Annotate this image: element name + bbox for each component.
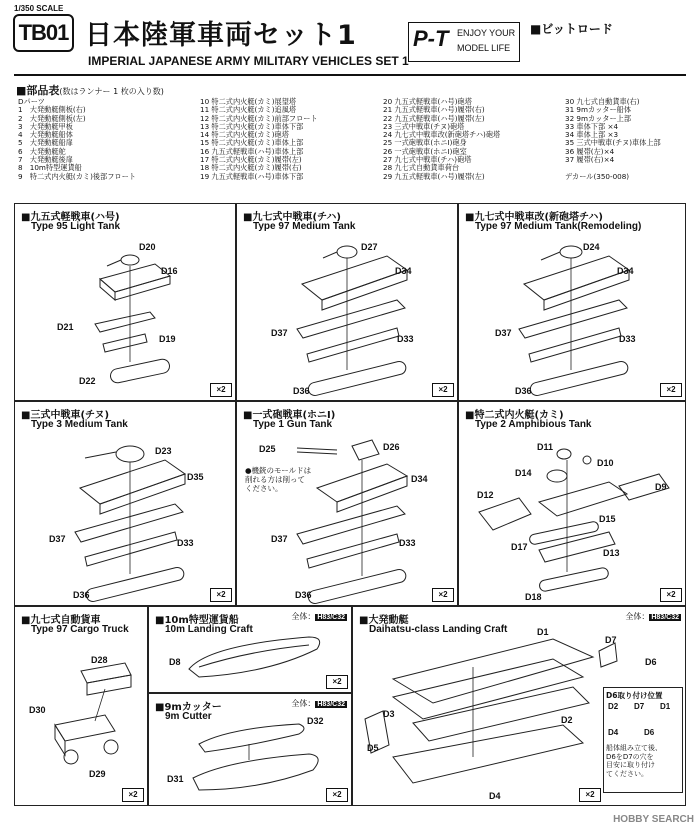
panel-type2-amphibious [458, 401, 686, 606]
panel-title: ■三式中戦車(チヌ) [21, 410, 110, 421]
d6-position-inset [603, 687, 683, 793]
label-d21: D21 [57, 322, 74, 332]
scale-label: 1/350 SCALE [14, 4, 64, 13]
label-d10: D10 [597, 458, 614, 468]
panel-subtitle: Type 97 Medium Tank [253, 221, 356, 232]
label-d37: D37 [495, 328, 512, 338]
label-d18: D18 [525, 592, 542, 602]
parts-column-2 [200, 98, 318, 181]
label-d11: D11 [537, 442, 554, 452]
label-d35: D35 [187, 472, 204, 482]
label-d33: D33 [397, 334, 414, 344]
parts-entry: デカール(350-008) [565, 171, 630, 181]
parts-entry: 37 履帯(右)×4 [565, 155, 615, 165]
qty-badge: ×2 [210, 383, 232, 397]
panel-title: ■九七式自動貨車 [21, 615, 101, 626]
qty-badge: ×2 [326, 675, 348, 689]
panel-type3 [14, 401, 236, 606]
panel-subtitle: Type 2 Amphibious Tank [475, 419, 592, 430]
parts-entry: 12 特二式内火艇(カミ)前部フロート [200, 113, 318, 123]
parts-entry: Dパーツ [18, 97, 45, 106]
label-d7: D7 [605, 635, 617, 645]
full-label: 全体： [625, 612, 650, 621]
color-tag: H83/C32 [317, 701, 345, 708]
runner-label: ■ビットロード [530, 22, 613, 36]
panel-subtitle: 9m Cutter [165, 711, 212, 722]
panel-title: ■九七式中戦車改(新砲塔チハ) [465, 212, 603, 223]
panel-title: ■九五式軽戦車(ハ号) [21, 212, 120, 223]
label-d2: D2 [561, 715, 573, 725]
label-d5: D5 [367, 743, 379, 753]
label-d33: D33 [177, 538, 194, 548]
inset-label-d4: D4 [608, 728, 619, 737]
type97r-exploded-diagram [459, 204, 687, 402]
label-d20: D20 [139, 242, 156, 252]
parts-entry: 16 九五式軽戦車(ハ号)車体上部 [200, 146, 304, 156]
parts-column-1 [18, 98, 136, 181]
parts-entry: 23 三式中戦車(チヌ)砲塔 [383, 121, 465, 131]
panel-cargo-truck [14, 606, 148, 806]
parts-column-3 [383, 98, 500, 181]
panel-title: ■大発動艇 [359, 615, 409, 626]
label-d36: D36 [73, 590, 90, 600]
inset-title: D6取り付け位置 [606, 691, 663, 700]
cutter-diagram [149, 694, 353, 807]
parts-entry: 5 大発動艇船扉 [18, 138, 73, 148]
parts-entry: 30 九七式自動貨車(右) [565, 97, 640, 106]
logo-mark: P-T [413, 26, 449, 51]
label-d36: D36 [295, 590, 312, 600]
label-d15: D15 [599, 514, 616, 524]
panel-subtitle: Type 3 Medium Tank [31, 419, 128, 430]
parts-heading [16, 82, 164, 98]
label-d3: D3 [383, 709, 395, 719]
parts-entry: 27 九七式中戦車(チハ)砲塔 [383, 155, 472, 165]
inset-label-d7: D7 [634, 702, 645, 711]
type2-exploded-diagram [459, 402, 687, 607]
panel-title: ■10m特型運貨船 [155, 615, 239, 626]
parts-column-4 [565, 98, 661, 181]
type1-exploded-diagram [237, 402, 459, 607]
label-d19: D19 [159, 334, 176, 344]
label-d13: D13 [603, 548, 620, 558]
inset-label-d6: D6 [644, 728, 655, 737]
product-code: TB01 [13, 14, 74, 52]
qty-badge: ×2 [579, 788, 601, 802]
type3-exploded-diagram [15, 402, 237, 607]
label-d26: D26 [383, 442, 400, 452]
panel-title: ■特二式内火艇(カミ) [465, 410, 564, 421]
qty-badge: ×2 [326, 788, 348, 802]
panel-subtitle: Type 95 Light Tank [31, 221, 121, 232]
label-d34: D34 [395, 266, 412, 276]
full-label: 全体： [291, 612, 316, 621]
parts-entry: 36 履帯(左)×4 [565, 146, 615, 156]
watermark: HOBBY SEARCH [613, 814, 694, 825]
label-d28: D28 [91, 655, 108, 665]
parts-entry: 29 九五式軽戦車(ハ号)履帯(左) [383, 171, 485, 181]
logo-tagline-1: ENJOY YOUR [457, 28, 516, 38]
label-d37: D37 [49, 534, 66, 544]
parts-entry: 22 九五式軽戦車(ハ号)履帯(左) [383, 113, 485, 123]
panel-type95 [14, 203, 236, 401]
parts-entry: 6 大発動艇舵 [18, 146, 66, 156]
qty-badge: ×2 [660, 588, 682, 602]
label-d25: D25 [259, 444, 276, 454]
label-d8: D8 [169, 657, 181, 667]
label-d34: D34 [617, 266, 634, 276]
header-divider [14, 74, 686, 76]
panel-10m-landing-craft [148, 606, 352, 693]
label-d9: D9 [655, 482, 667, 492]
panel-type97 [236, 203, 458, 401]
label-d23: D23 [155, 446, 172, 456]
label-d37: D37 [271, 534, 288, 544]
landing-craft-diagram [149, 607, 353, 694]
label-d37: D37 [271, 328, 288, 338]
parts-entry: 14 特二式内火艇(カミ)砲塔 [200, 130, 289, 140]
parts-entry: 35 三式中戦車(チヌ)車体上部 [565, 138, 661, 148]
parts-entry: 17 特二式内火艇(カミ)履帯(左) [200, 155, 302, 165]
inset-label-d2: D2 [608, 702, 619, 711]
panel-type97-remodeling [458, 203, 686, 401]
color-tag: H83/C32 [317, 614, 345, 621]
label-d4: D4 [489, 791, 501, 801]
type97-exploded-diagram [237, 204, 459, 402]
machine-gun-note: ●機銃のモールドは 削れる方は削って ください。 [245, 466, 312, 493]
parts-entry: 7 大発動艇後扉 [18, 155, 73, 165]
label-d14: D14 [515, 468, 532, 478]
parts-entry: 10 特二式内火艇(カミ)展望塔 [200, 97, 297, 106]
parts-entry: 8 10m特型運貨船 [18, 163, 82, 173]
panel-9m-cutter [148, 693, 352, 806]
panel-title: ■一式砲戦車(ホニI) [243, 410, 336, 421]
parts-entry: 34 車体上部 ×3 [565, 130, 619, 140]
full-label: 全体： [291, 699, 316, 708]
parts-heading-text: ■部品表 [16, 84, 60, 97]
qty-badge: ×2 [660, 383, 682, 397]
label-d12: D12 [477, 490, 494, 500]
parts-entry: 3 大発動艇甲板 [18, 121, 73, 131]
label-d17: D17 [511, 542, 528, 552]
parts-entry: 21 九五式軽戦車(ハ号)履帯(右) [383, 105, 485, 115]
logo-tagline-2: MODEL LIFE [457, 43, 511, 53]
qty-badge: ×2 [432, 588, 454, 602]
label-d24: D24 [583, 242, 600, 252]
parts-entry: 15 特二式内火艇(カミ)車体上部 [200, 138, 304, 148]
panel-daihatsu-landing-craft [352, 606, 686, 806]
parts-entry: 9 特二式内火艇(カミ)後部フロート [18, 171, 136, 181]
label-d1: D1 [537, 627, 549, 637]
parts-entry: 4 大発動艇船体 [18, 130, 73, 140]
label-d33: D33 [399, 538, 416, 548]
parts-entry: 24 九七式中戦車改(新砲塔チハ)砲塔 [383, 130, 501, 140]
label-d36: D36 [293, 386, 310, 396]
label-d29: D29 [89, 769, 106, 779]
label-d6: D6 [645, 657, 657, 667]
parts-entry: 26 一式砲戦車(ホニI)砲室 [383, 146, 467, 156]
panel-subtitle: Type 97 Cargo Truck [31, 624, 129, 635]
inset-label-d1: D1 [660, 702, 671, 711]
parts-entry: 28 九七式自動貨車荷台 [383, 163, 460, 173]
label-d27: D27 [361, 242, 378, 252]
title-english: IMPERIAL JAPANESE ARMY MILITARY VEHICLES SET 1 [88, 54, 409, 68]
type95-exploded-diagram [15, 204, 237, 402]
panel-title: ■九七式中戦車(チハ) [243, 212, 341, 223]
label-d30: D30 [29, 705, 46, 715]
parts-entry: 20 九五式軽戦車(ハ号)砲塔 [383, 97, 472, 106]
panel-title: ■9mカッター [155, 702, 222, 713]
parts-entry: 31 9mカッター船体 [565, 105, 632, 115]
parts-note: (数はランナー 1 枚の入り数) [59, 87, 164, 96]
parts-entry: 11 特二式内火艇(カミ)追風塔 [200, 105, 297, 115]
parts-entry: 2 大発動艇側板(左) [18, 113, 86, 123]
label-d31: D31 [167, 774, 184, 784]
parts-entry: 1 大発動艇側板(右) [18, 105, 86, 115]
panel-subtitle: 10m Landing Craft [165, 624, 253, 635]
qty-badge: ×2 [432, 383, 454, 397]
d6-attachment-note: 船体組み立て後、 D6をD7の穴を 目安に取り付け てください。 [606, 744, 662, 778]
panel-subtitle: Daihatsu-class Landing Craft [369, 624, 508, 635]
panel-type1-gun-tank [236, 401, 458, 606]
parts-entry: 19 九五式軽戦車(ハ号)車体下部 [200, 171, 304, 181]
parts-entry: 32 9mカッター上部 [565, 113, 632, 123]
title-japanese: 日本陸軍車両セット1 [85, 20, 357, 51]
brand-logo [408, 22, 520, 62]
label-d22: D22 [79, 376, 96, 386]
qty-badge: ×2 [122, 788, 144, 802]
parts-entry: 33 車体下部 ×4 [565, 121, 619, 131]
panel-subtitle: Type 1 Gun Tank [253, 419, 333, 430]
panel-subtitle: Type 97 Medium Tank(Remodeling) [475, 221, 642, 232]
color-tag: H83/C32 [651, 614, 679, 621]
label-d34: D34 [411, 474, 428, 484]
parts-entry: 13 特二式内火艇(カミ)車体下部 [200, 121, 304, 131]
qty-badge: ×2 [210, 588, 232, 602]
label-d33: D33 [619, 334, 636, 344]
label-d36: D36 [515, 386, 532, 396]
parts-entry: 25 一式砲戦車(ホニI)砲身 [383, 138, 467, 148]
parts-entry: 18 特二式内火艇(カミ)履帯(右) [200, 163, 302, 173]
label-d16: D16 [161, 266, 178, 276]
label-d32: D32 [307, 716, 324, 726]
